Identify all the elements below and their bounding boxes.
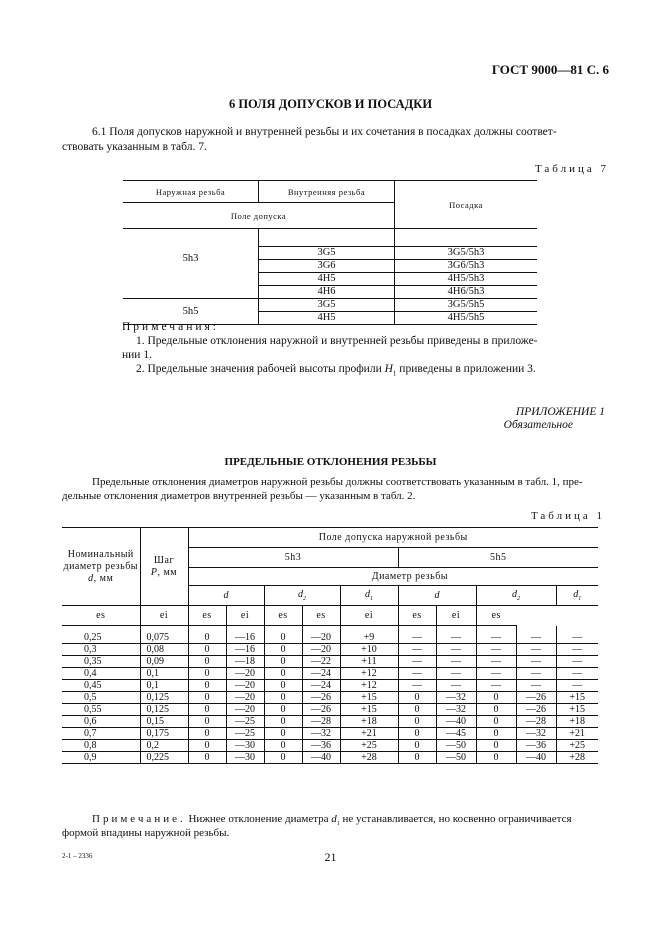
table1-cell: —	[436, 656, 476, 668]
table1-cell: 0	[188, 740, 226, 752]
table1-cell: —26	[516, 692, 556, 704]
table1-head-pitch-symbol: P	[150, 566, 158, 578]
table1-cell: —40	[516, 752, 556, 764]
notes7-n2	[136, 362, 536, 381]
table7-fit-cell: 3G6/5h3	[395, 260, 538, 273]
table1-cell: 0	[264, 716, 302, 728]
table1-subcol-es: es	[302, 606, 340, 626]
table1-row	[62, 656, 598, 668]
table1	[62, 527, 598, 764]
table1-cell: —	[476, 656, 516, 668]
table1-cell: —	[516, 632, 556, 644]
table1-cell: 0,225	[140, 752, 188, 764]
table1-cell: 0	[476, 692, 516, 704]
table1-cell: 0	[398, 740, 436, 752]
table1-head-nominal-symbol: d	[88, 572, 94, 584]
table1-cell: +25	[340, 740, 398, 752]
table1-cell: —	[556, 632, 598, 644]
table7	[123, 180, 537, 325]
table7-spacer	[259, 229, 395, 247]
notes7-title: Примечания:	[122, 321, 219, 333]
table1-cell: 0,1	[140, 680, 188, 692]
table1-cell: 0	[188, 728, 226, 740]
table1-subcol-ei: ei	[340, 606, 398, 626]
table1-cell: —	[398, 644, 436, 656]
table1-cell: —24	[302, 668, 340, 680]
table1-diam-d-5h3: d	[188, 586, 264, 606]
table1-subcol-es: es	[476, 606, 516, 626]
table1-cell: 0,125	[140, 704, 188, 716]
table1-cell: —30	[226, 740, 264, 752]
table1-cell: 0	[476, 704, 516, 716]
table1-cell: 0	[188, 656, 226, 668]
table7-inner-cell: 4H5	[259, 273, 395, 286]
table1-cell: 0,08	[140, 644, 188, 656]
table1-cell: 0,45	[62, 680, 140, 692]
table1-diam-d1-5h5-sym: d	[573, 589, 579, 600]
table1-cell: 0	[398, 704, 436, 716]
section-title: 6 ПОЛЯ ДОПУСКОВ И ПОСАДКИ	[228, 97, 433, 111]
table1-cell: —28	[516, 716, 556, 728]
table1-cell: —20	[226, 668, 264, 680]
table1-cell: 0	[188, 632, 226, 644]
table1-row	[62, 704, 598, 716]
note1-symbol: d	[331, 813, 337, 825]
table1-cell: +15	[340, 704, 398, 716]
table7-head-inner: Внутренняя резьба	[259, 181, 395, 203]
table1-cell: —	[436, 632, 476, 644]
table1-cell: +21	[340, 728, 398, 740]
table1-cell: —26	[302, 692, 340, 704]
table7-fit-cell: 3G5/5h5	[395, 299, 538, 312]
table1-cell: +10	[340, 644, 398, 656]
table1-subcol-ei: ei	[436, 606, 476, 626]
table1-cell: 0,5	[62, 692, 140, 704]
table1-head-5h5: 5h5	[398, 548, 598, 568]
table1-row	[62, 680, 598, 692]
table1-cell: 0	[264, 668, 302, 680]
table1-cell: —	[436, 644, 476, 656]
table1-cell: 0,15	[140, 716, 188, 728]
table1-diam-d2-5h5-sym: d	[512, 589, 517, 600]
table1-cell: —	[398, 668, 436, 680]
table7-head-field: Поле допуска	[123, 203, 395, 229]
table1-head-nominal-l3	[62, 573, 140, 585]
table1-row	[62, 644, 598, 656]
table1-cell: 0,35	[62, 656, 140, 668]
table1-cell: —28	[302, 716, 340, 728]
table1-row	[62, 692, 598, 704]
table1-cell: 0	[188, 716, 226, 728]
table1-cell: +21	[556, 728, 598, 740]
table1-cell: —50	[436, 752, 476, 764]
table1-head-field: Поле допуска наружной резьбы	[188, 528, 598, 548]
table1-head-nominal-l2: диаметр резьбы	[63, 560, 138, 572]
table1-cell: 0	[264, 728, 302, 740]
table1-cell: —36	[516, 740, 556, 752]
table1-cell: —	[556, 680, 598, 692]
table1-head-diam: Диаметр резьбы	[188, 568, 598, 586]
table1-cell: 0,3	[62, 644, 140, 656]
table7-fit-cell: 4H5/5h3	[395, 273, 538, 286]
table1-cell: 0	[398, 728, 436, 740]
table1-cell: —20	[302, 644, 340, 656]
notes7-n2-subscript: 1	[392, 369, 397, 378]
table1-cell: 0,8	[62, 740, 140, 752]
table1-cell: +9	[340, 632, 398, 644]
table1-diam-d2-5h5	[476, 586, 556, 606]
table1-diam-d1-5h5-sub: 1	[578, 596, 582, 602]
table1-cell: —	[476, 668, 516, 680]
table1-cell: —	[476, 632, 516, 644]
table1-cell: +28	[556, 752, 598, 764]
table1-cell: —20	[226, 704, 264, 716]
table1-cell: 0	[188, 668, 226, 680]
table1-cell: 0	[188, 680, 226, 692]
table1-cell: 0	[264, 692, 302, 704]
table1-cell: —25	[226, 728, 264, 740]
appendix-title: ПРИЛОЖЕНИЕ 1	[515, 406, 605, 418]
table1-cell: —	[516, 668, 556, 680]
table1-cell: —	[398, 632, 436, 644]
page-number: 21	[324, 850, 337, 864]
table1-cell: —36	[302, 740, 340, 752]
table1-cell: —40	[302, 752, 340, 764]
table1-cell: —	[556, 668, 598, 680]
table1-cell: —	[556, 644, 598, 656]
table1-cell: 0	[264, 680, 302, 692]
table1-cell: 0	[188, 704, 226, 716]
table1-cell: 0,09	[140, 656, 188, 668]
table1-cell: —50	[436, 740, 476, 752]
paragraph-6-1-line1: 6.1 Поля допусков наружной и внутренней резьбы и их сочетания в посадках должны соответ-	[92, 126, 557, 138]
footer-code: 2-1 – 2336	[62, 852, 93, 860]
table1-cell: —25	[226, 716, 264, 728]
table1-cell: 0	[398, 752, 436, 764]
document-header: ГОСТ 9000—81 С. 6	[491, 62, 609, 77]
table1-row	[62, 632, 598, 644]
table1-cell: +18	[340, 716, 398, 728]
notes7-n1-line2: нии 1.	[122, 349, 152, 361]
table1-diam-d2-5h5-sub: 2	[517, 596, 520, 602]
table1-caption: Таблица 1	[530, 510, 605, 522]
notes7-n1-line1: 1. Предельные отклонения наружной и внутренней резьбы приведены в приложе-	[136, 335, 538, 347]
table1-cell: —26	[516, 704, 556, 716]
table1-cell: 0	[398, 692, 436, 704]
deviations-para-line2: дельные отклонения диаметров внутренней резьбы — указанным в табл. 2.	[62, 490, 416, 502]
table1-cell: +15	[340, 692, 398, 704]
table1-cell: 0,55	[62, 704, 140, 716]
table1-cell: —16	[226, 632, 264, 644]
table1-head-pitch	[140, 528, 188, 606]
table1-cell: —	[556, 656, 598, 668]
table7-row	[123, 299, 537, 312]
table1-cell: 0,6	[62, 716, 140, 728]
table1-cell: 0,075	[140, 632, 188, 644]
table7-inner-cell: 3G5	[259, 247, 395, 260]
table1-head-pitch-unit: , мм	[157, 566, 178, 578]
table1-cell: —32	[302, 728, 340, 740]
table1-diam-d1-5h5	[556, 586, 598, 606]
table1-cell: 0	[188, 644, 226, 656]
table1-cell: —	[436, 680, 476, 692]
table7-row	[123, 247, 537, 260]
table1-cell: —16	[226, 644, 264, 656]
table1-cell: +15	[556, 692, 598, 704]
note1-text-a: Нижнее отклонение диаметра	[185, 813, 332, 825]
table1-cell: —26	[302, 704, 340, 716]
table1-cell: 0	[264, 656, 302, 668]
table1-subcol-es: es	[62, 606, 140, 626]
table1-cell: 0,2	[140, 740, 188, 752]
table1-cell: 0	[264, 632, 302, 644]
table1-cell: —32	[516, 728, 556, 740]
table1-cell: 0	[398, 716, 436, 728]
note1-title: Примечание.	[92, 813, 186, 825]
appendix-subtitle: Обязательное	[503, 419, 573, 431]
table1-diam-d1-5h3	[340, 586, 398, 606]
table1-cell: 0	[264, 740, 302, 752]
table1-head-pitch-l2	[141, 567, 188, 579]
table1-diam-d2-5h3-sym: d	[298, 589, 303, 600]
table7-caption: Таблица 7	[534, 163, 609, 175]
table1-cell: —30	[226, 752, 264, 764]
table1-head-nominal-l1: Номинальный	[67, 548, 134, 560]
table1-diam-d2-5h3-sub: 2	[303, 596, 306, 602]
note1-subscript: 1	[336, 821, 340, 828]
notes7-n2-text-a: 2. Предельные значения рабочей высоты профили	[136, 363, 385, 375]
table1-cell: 0	[264, 644, 302, 656]
table7-fit-cell: 4H5/5h5	[395, 312, 538, 325]
table1-row	[62, 716, 598, 728]
table1-cell: 0,125	[140, 692, 188, 704]
table7-inner-cell: 4H6	[259, 286, 395, 299]
table7-fit-cell: 3G5/5h3	[395, 247, 538, 260]
table1-cell: 0,175	[140, 728, 188, 740]
table7-inner-cell: 3G5	[259, 299, 395, 312]
table7-fit-cell: 4H6/5h3	[395, 286, 538, 299]
table1-head-pitch-l1: Шаг	[153, 554, 175, 566]
table7-inner-cell: 4H5	[259, 312, 395, 325]
table1-diam-d-5h5: d	[398, 586, 476, 606]
notes7-n2-text-b: приведены в приложении 3.	[396, 363, 536, 375]
table1-cell: 0	[188, 752, 226, 764]
table7-head-outer: Наружная резьба	[123, 181, 259, 203]
table7-spacer	[395, 229, 538, 247]
table1-cell: —20	[302, 632, 340, 644]
table1-cell: 0	[264, 704, 302, 716]
table1-cell: 0	[476, 740, 516, 752]
table1-cell: +15	[556, 704, 598, 716]
table1-cell: —	[476, 680, 516, 692]
table1-cell: +12	[340, 668, 398, 680]
table1-subcol-ei: ei	[140, 606, 188, 626]
table1-cell: +18	[556, 716, 598, 728]
deviations-title: ПРЕДЕЛЬНЫЕ ОТКЛОНЕНИЯ РЕЗЬБЫ	[224, 456, 437, 468]
table1-cell: +12	[340, 680, 398, 692]
table7-spacer	[123, 229, 259, 247]
table1-cell: 0	[476, 716, 516, 728]
table7-outer-cell: 5h3	[123, 247, 259, 299]
table1-subcol-ei: ei	[226, 606, 264, 626]
table1-subcol-es: es	[398, 606, 436, 626]
table7-inner-cell: 3G6	[259, 260, 395, 273]
table1-cell: 0	[476, 728, 516, 740]
table1-cell: 0	[264, 752, 302, 764]
table1-cell: —40	[436, 716, 476, 728]
table1-cell: —	[516, 656, 556, 668]
table1-cell: —	[398, 656, 436, 668]
table7-head-fit: Посадка	[395, 181, 538, 229]
table1-diam-d1-5h3-sym: d	[365, 589, 370, 600]
notes7-n2-symbol: H	[384, 363, 393, 375]
table1-cell: —32	[436, 692, 476, 704]
table1-cell: —18	[226, 656, 264, 668]
table1-head-nominal	[62, 528, 140, 606]
table1-cell: +11	[340, 656, 398, 668]
deviations-para-line1: Предельные отклонения диаметров наружной резьбы должны соответствовать указанным в табл. 1, пре-	[92, 476, 583, 488]
table1-cell: 0,7	[62, 728, 140, 740]
table1-head-nominal-unit: , мм	[93, 572, 114, 584]
table1-subcol-es: es	[264, 606, 302, 626]
paragraph-6-1-line2: ствовать указанным в табл. 7.	[62, 141, 207, 153]
table1-cell: 0	[476, 752, 516, 764]
table1-cell: 0,4	[62, 668, 140, 680]
table1-row	[62, 728, 598, 740]
table1-cell: —	[476, 644, 516, 656]
table1-cell: —	[436, 668, 476, 680]
table1-diam-d2-5h3	[264, 586, 340, 606]
table1-cell: +28	[340, 752, 398, 764]
table1-head-5h3: 5h3	[188, 548, 398, 568]
table1-cell: 0,1	[140, 668, 188, 680]
table1-cell: —22	[302, 656, 340, 668]
table1-cell: —20	[226, 680, 264, 692]
table1-cell: —	[516, 644, 556, 656]
table1-subcol-es: es	[188, 606, 226, 626]
table7-outer-cell: 5h5	[123, 299, 259, 325]
table1-cell: —32	[436, 704, 476, 716]
table1-cell: —45	[436, 728, 476, 740]
table1-row	[62, 752, 598, 764]
table1-row	[62, 740, 598, 752]
table1-cell: —	[516, 680, 556, 692]
note1-line2: формой впадины наружной резьбы.	[62, 827, 230, 839]
table1-cell: 0	[188, 692, 226, 704]
table1-cell: —20	[226, 692, 264, 704]
note1-text-b: не устанавливается, но косвенно ограничивается	[339, 813, 572, 825]
table1-cell: —24	[302, 680, 340, 692]
table1-cell: 0,9	[62, 752, 140, 764]
table1-diam-d1-5h3-sub: 1	[370, 596, 373, 602]
table1-cell: —	[398, 680, 436, 692]
table1-row	[62, 668, 598, 680]
table1-cell: +25	[556, 740, 598, 752]
table1-cell: 0,25	[62, 632, 140, 644]
